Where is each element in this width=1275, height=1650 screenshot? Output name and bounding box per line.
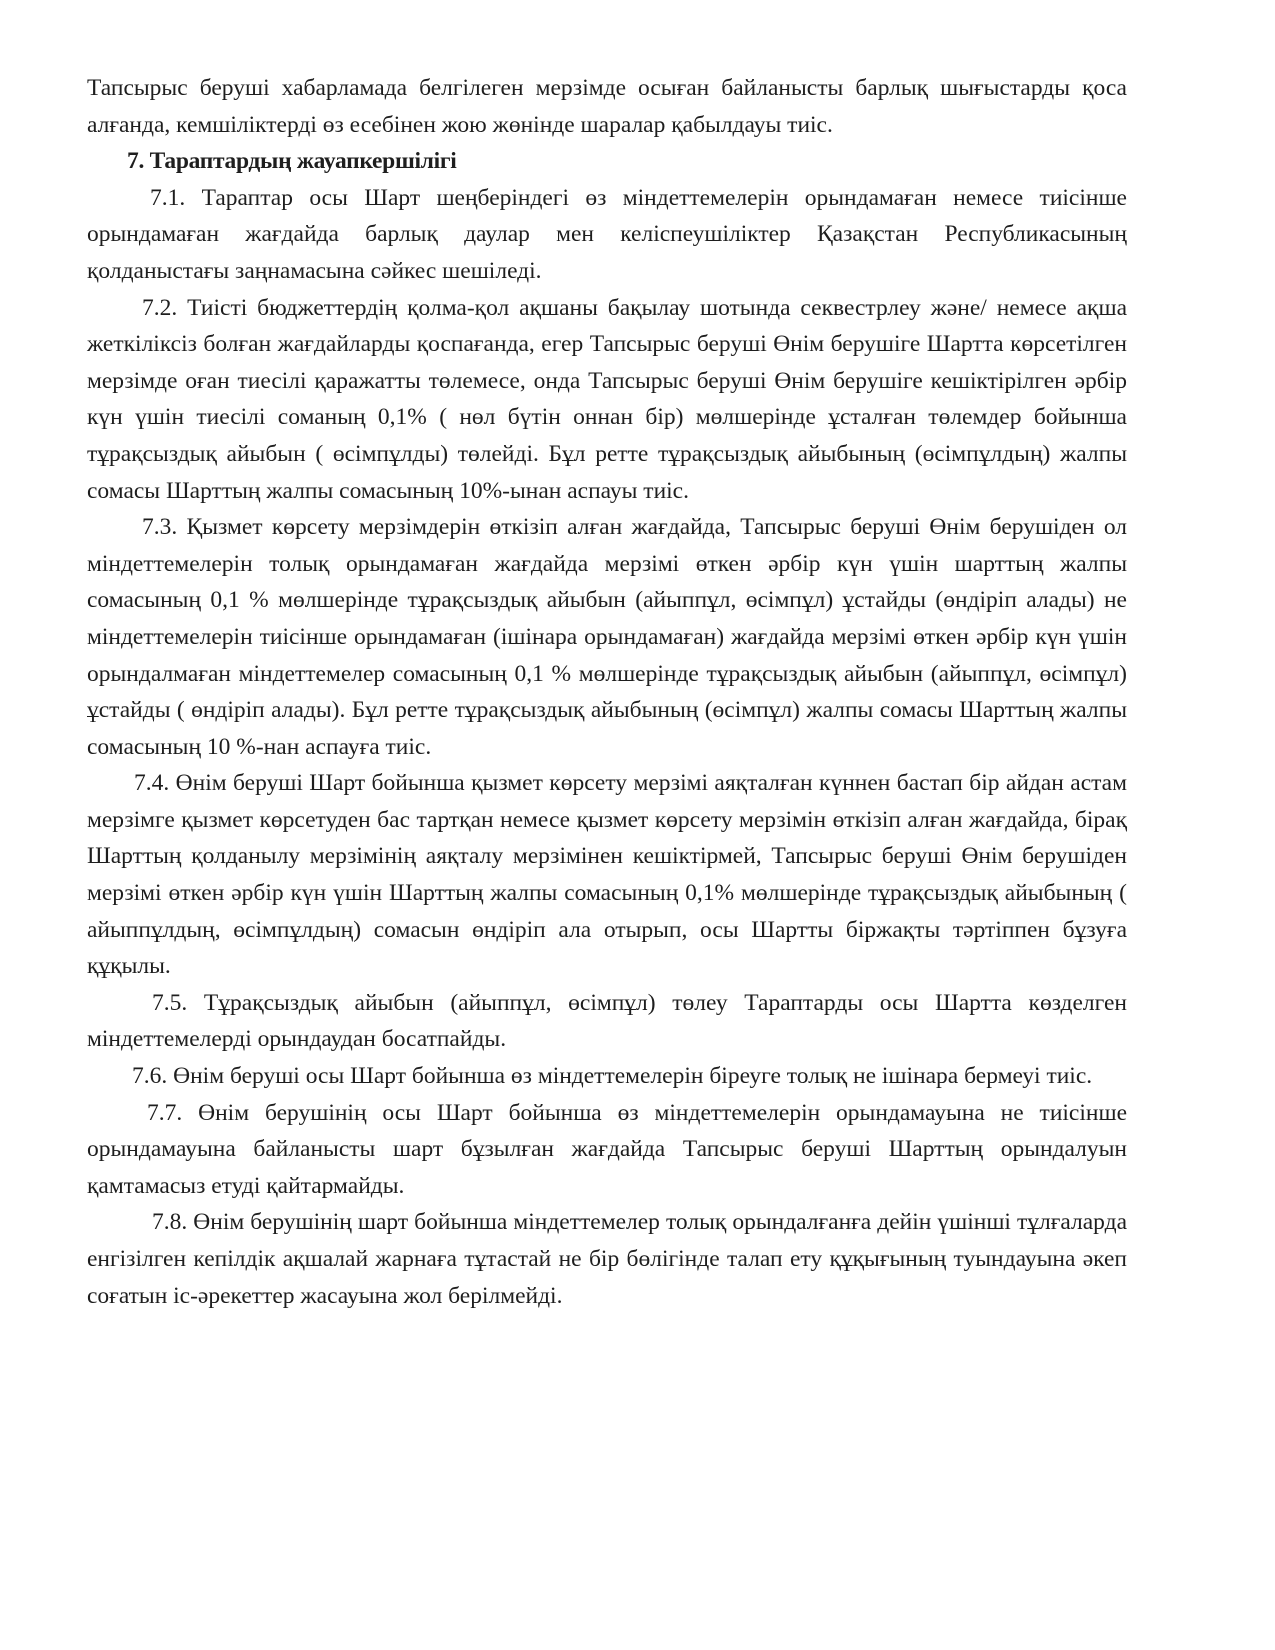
intro-paragraph: Тапсырыс беруші хабарламада белгілеген мерзімде осыған байланысты барлық шығыстарды қоса алғанда, кемшіліктерді өз есебінен жою жөнінде шаралар қабылдауы тиіс. [87, 75, 1127, 138]
clause-7-7: 7.7. Өнім берушінің осы Шарт бойынша өз міндеттемелерін орындамауына не тиісінше орындамауына байланысты шарт бұзылған жағдайда Тапсырыс беруші Шарттың орындалуын қамтамасыз етуді қайтармайды. [87, 1099, 1127, 1199]
clause-7-3: 7.3. Қызмет көрсету мерзімдерін өткізіп алған жағдайда, Тапсырыс беруші Өнім берушіден ол міндеттемелерін толық орындамаған жағдайда мерзімі өткен әрбір күн үшін шарттың жалпы сомасының 0,1 % мөлшерінде тұрақсыздық айыбын (айыппұл, өсімпұл) ұстайды (өндіріп алады) не міндеттемелерін тиісінше орындамаған (ішінара орындамаған) жағдайда мерзімі өткен әрбір күн үшін орындалмаған міндеттемелер сомасының 0,1 % мөлшерінде тұрақсыздық айыбын (айыппұл, өсімпұл) ұстайды ( өндіріп алады). Бұл ретте тұрақсыздық айыбының (өсімпұл) жалпы сомасы Шарттың жалпы сомасының 10 %-нан аспауға тиіс. [87, 514, 1127, 760]
clause-7-2: 7.2. Тиісті бюджеттердің қолма-қол ақшаны бақылау шотында секвестрлеу және/ немесе ақша жеткіліксіз болған жағдайларды қоспағанда, егер Тапсырыс беруші Өнім берушіге Шартта көрсетілген мерзімде оған тиесілі қаражатты төлемесе, онда Тапсырыс беруші Өнім берушіге кешіктірілген әрбір күн үшін тиесілі соманың 0,1% ( нөл бүтін оннан бір) мөлшерінде ұсталған төлемдер бойынша тұрақсыздық айыбын ( өсімпұлды) төлейді. Бұл ретте тұрақсыздық айыбының (өсімпұлдың) жалпы сомасы Шарттың жалпы сомасының 10%-ынан аспауы тиіс. [87, 294, 1127, 504]
clause-7-5: 7.5. Тұрақсыздық айыбын (айыппұл, өсімпұл) төлеу Тараптарды осы Шартта көзделген міндеттемелерді орындаудан босатпайды. [87, 989, 1127, 1053]
document-page [87, 70, 1127, 1314]
section-heading: 7. Тараптардың жауапкершілігі [127, 148, 457, 175]
clause-7-4: 7.4. Өнім беруші Шарт бойынша қызмет көрсету мерзімі аяқталған күннен бастап бір айдан астам мерзімге қызмет көрсетуден бас тартқан немесе қызмет көрсету мерзімін өткізіп алған жағдайда, бірақ Шарттың қолданылу мерзімінің аяқталу мерзімінен кешіктірмей, Тапсырыс беруші Өнім берушіден мерзімі өткен әрбір күн үшін Шарттың жалпы сомасының 0,1% мөлшерінде тұрақсыздық айыбының ( айыппұлдың, өсімпұлдың) сомасын өндіріп ала отырып, осы Шартты біржақты тәртіппен бұзуға құқылы. [87, 770, 1127, 980]
clause-7-8: 7.8. Өнім берушінің шарт бойынша міндеттемелер толық орындалғанға дейін үшінші тұлғаларда енгізілген кепілдік ақшалай жарнаға тұтастай не бір бөлігінде талап ету құқығының туындауына әкеп соғатын іс-әрекеттер жасауына жол берілмейді. [87, 1209, 1127, 1309]
clause-7-1: 7.1. Тараптар осы Шарт шеңберіндегі өз міндеттемелерін орындамаған немесе тиісінше орындамаған жағдайда барлық даулар мен келіспеушіліктер Қазақстан Республикасының қолданыстағы заңнамасына сәйкес шешіледі. [87, 184, 1127, 284]
clause-7-6: 7.6. Өнім беруші осы Шарт бойынша өз міндеттемелерін біреуге толық не ішінара бермеуі тиіс. [132, 1063, 1093, 1090]
